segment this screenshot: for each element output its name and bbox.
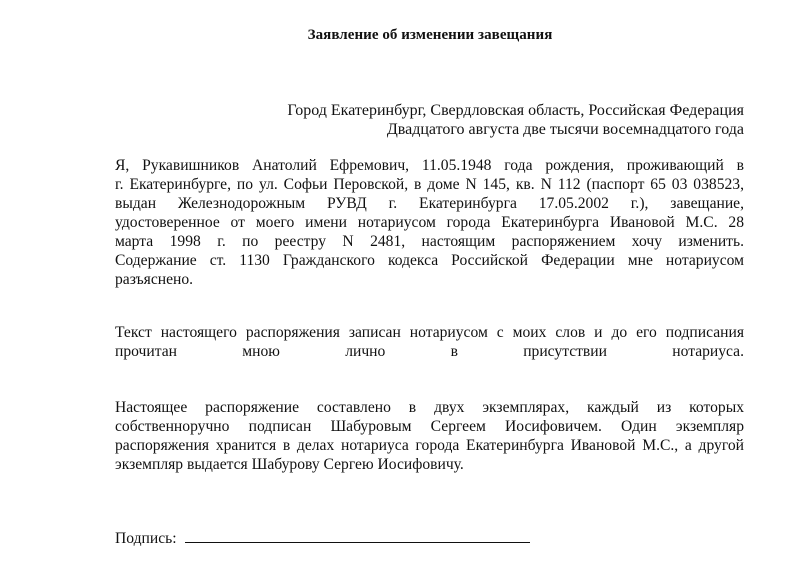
paragraph-notary-text: [115, 323, 744, 361]
paragraph-line: разъяснено.: [115, 271, 194, 288]
paragraph-line: Я, Рукавишников Анатолий Ефремович, 11.05.1948 года рождения, проживающий в: [115, 157, 744, 174]
paragraph-line: собственноручно подписан Шабуровым Сергеем Иосифовичем. Один экземпляр: [115, 418, 744, 435]
paragraph-line: выдан Железнодорожным РУВД г. Екатеринбурга 17.05.2002 г.), завещание,: [115, 195, 744, 212]
place-date-block: [287, 101, 744, 139]
paragraph-line: Содержание ст. 1130 Гражданского кодекса Российской Федерации мне нотариусом: [115, 252, 744, 269]
document-title: Заявление об изменении завещания: [307, 27, 553, 43]
paragraph-line: распоряжения хранится в делах нотариуса города Екатеринбурга Ивановой М.С., а другой: [115, 437, 744, 454]
paragraph-line: экземпляр выдается Шабурову Сергею Иосифовичу.: [115, 456, 464, 473]
paragraph-line: марта 1998 г. по реестру N 2481, настоящим распоряжением хочу изменить.: [115, 233, 744, 250]
paragraph-line: удостоверенное от моего имени нотариусом города Екатеринбурга Ивановой М.С. 28: [115, 214, 744, 231]
signature-label: Подпись:: [115, 530, 177, 547]
signature-block: [115, 528, 530, 548]
paragraph-line: прочитан мною лично в присутствии нотариуса.: [115, 343, 744, 360]
paragraph-copies: [115, 398, 744, 474]
paragraph-line: г. Екатеринбурге, по ул. Софьи Перовской, в доме N 145, кв. N 112 (паспорт 65 03 038523,: [115, 176, 744, 193]
paragraph-line: Настоящее распоряжение составлено в двух экземплярах, каждый из которых: [115, 399, 744, 416]
date-line: Двадцатого августа две тысячи восемнадцатого года: [386, 121, 744, 138]
paragraph-line: Текст настоящего распоряжения записан нотариусом с моих слов и до его подписания: [115, 324, 744, 341]
signature-line: [185, 528, 530, 543]
place-line: Город Екатеринбург, Свердловская область, Российская Федерация: [287, 102, 744, 119]
paragraph-declaration: [115, 156, 744, 289]
